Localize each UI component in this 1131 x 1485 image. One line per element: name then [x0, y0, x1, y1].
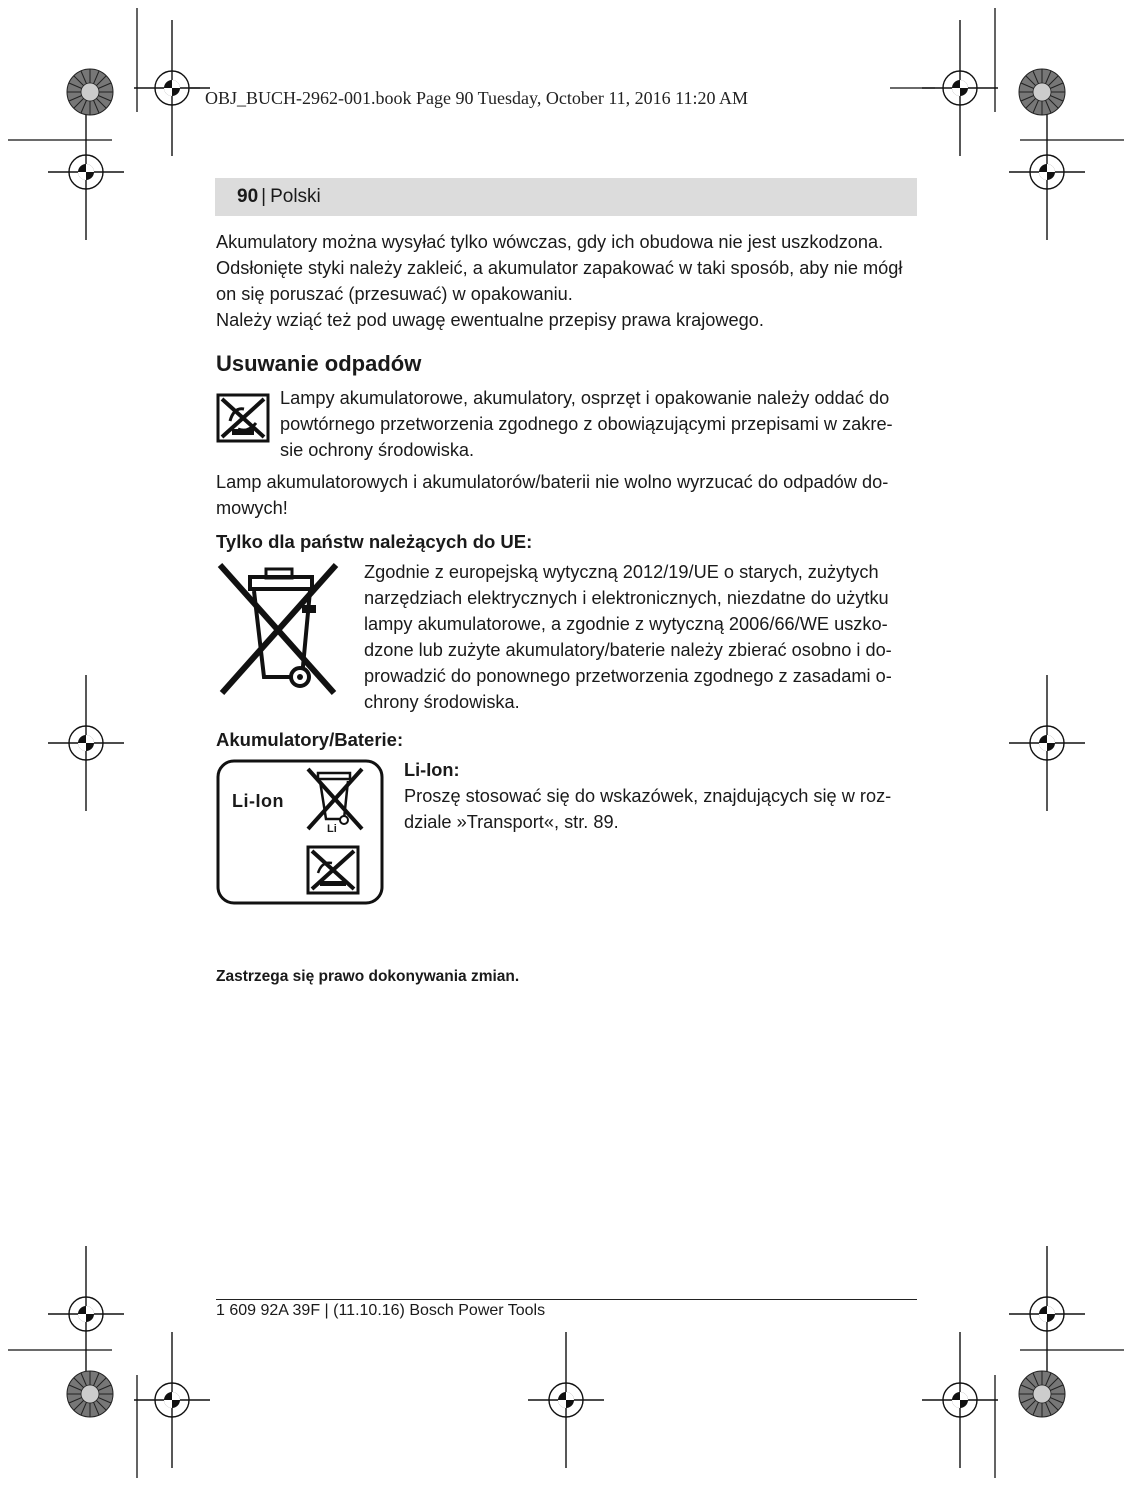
- registration-mark-right-lower: [1009, 1246, 1085, 1382]
- registration-mark-right-middle: [1009, 675, 1085, 811]
- eu-line: Zgodnie z europejską wytyczną 2012/19/UE o starych, zużytych: [364, 562, 879, 582]
- li-ion-title: Li-Ion:: [404, 760, 460, 780]
- color-wheel-icon: [1019, 69, 1065, 115]
- recycling-line: Lampy akumulatorowe, akumulatory, osprzęt i opakowanie należy oddać do: [280, 388, 890, 408]
- transport-paragraph: [216, 229, 918, 333]
- registration-mark-left-lower: [48, 1246, 124, 1382]
- transport-line: on się poruszać (przesuwać) w opakowaniu.: [216, 284, 573, 304]
- li-bin-label: Li: [327, 823, 337, 835]
- household-line: mowych!: [216, 498, 288, 518]
- registration-mark-top-left: [134, 20, 210, 156]
- transport-line: Akumulatory można wysyłać tylko wówczas, gdy ich obudowa nie jest uszkodzona.: [216, 232, 884, 252]
- crossed-out-wheelie-bin-icon: [216, 559, 364, 702]
- registration-mark-left-upper: [48, 104, 124, 240]
- header-separator: |: [261, 186, 267, 207]
- small-recycling-icon: [308, 847, 358, 893]
- registration-mark-left-middle: [48, 675, 124, 811]
- recycling-line: sie ochrony środowiska.: [280, 440, 475, 460]
- rights-reserved-note: Zastrzega się prawo dokonywania zmian.: [216, 968, 520, 985]
- batteries-heading: Akumulatory/Baterie:: [216, 729, 404, 750]
- batteries-line: dziale »Transport«, str. 89.: [404, 812, 619, 832]
- disposal-heading: Usuwanie odpadów: [216, 351, 422, 376]
- color-wheel-icon: [1019, 1371, 1065, 1417]
- eu-text: [364, 559, 892, 715]
- household-line: Lamp akumulatorowych i akumulatorów/baterii nie wolno wyrzucać do odpadów do-: [216, 472, 889, 492]
- registration-mark-right-upper: [1009, 104, 1085, 240]
- recycling-note: [216, 385, 918, 463]
- small-bin-icon: [308, 769, 362, 829]
- household-warning: [216, 469, 918, 521]
- footer-rule: [216, 1299, 917, 1300]
- batteries-text: [404, 757, 891, 835]
- header-language: Polski: [270, 186, 321, 207]
- batteries-note: [216, 757, 918, 912]
- eu-line: dzone lub zużyte akumulatory/baterie należy zbierać osobno i do-: [364, 640, 892, 660]
- registration-mark-bottom-right: [922, 1332, 998, 1468]
- color-wheel-icon: [67, 69, 113, 115]
- recycling-symbol-icon: [216, 385, 280, 450]
- eu-line: prowadzić do ponownego przetworzenia zgodnego z zasadami o-: [364, 666, 892, 686]
- eu-line: lampy akumulatorowe, a zgodnie z wytyczną 2006/66/WE uszko-: [364, 614, 888, 634]
- transport-line: Odsłonięte styki należy zakleić, a akumulator zapakować w taki sposób, aby nie mógł: [216, 258, 903, 278]
- eu-line: chrony środowiska.: [364, 692, 520, 712]
- registration-mark-bottom-center: [528, 1332, 604, 1468]
- batteries-line: Proszę stosować się do wskazówek, znajdujących się w roz-: [404, 786, 892, 806]
- transport-line: Należy wziąć też pod uwagę ewentualne przepisy prawa krajowego.: [216, 310, 764, 330]
- book-file-header: OBJ_BUCH-2962-001.book Page 90 Tuesday, October 11, 2016 11:20 AM: [205, 88, 748, 108]
- eu-note: [216, 559, 918, 715]
- color-wheel-icon: [67, 1371, 113, 1417]
- page-footer: 1 609 92A 39F | (11.10.16) Bosch Power Tools: [216, 1302, 546, 1319]
- page-number: 90: [237, 186, 259, 207]
- recycling-text: [280, 385, 893, 463]
- page-header-band: [215, 178, 917, 216]
- recycling-line: powtórnego przetworzenia zgodnego z obowiązującymi przepisami w zakre-: [280, 414, 893, 434]
- eu-heading: Tylko dla państw należących do UE:: [216, 531, 533, 552]
- registration-mark-bottom-left: [134, 1332, 210, 1468]
- li-ion-box-label: Li-Ion: [232, 791, 284, 811]
- main-content: [216, 229, 918, 912]
- registration-mark-top-right: [922, 20, 998, 156]
- eu-line: narzędziach elektrycznych i elektronicznych, niezdatne do użytku: [364, 588, 889, 608]
- li-ion-label-box: [216, 757, 404, 912]
